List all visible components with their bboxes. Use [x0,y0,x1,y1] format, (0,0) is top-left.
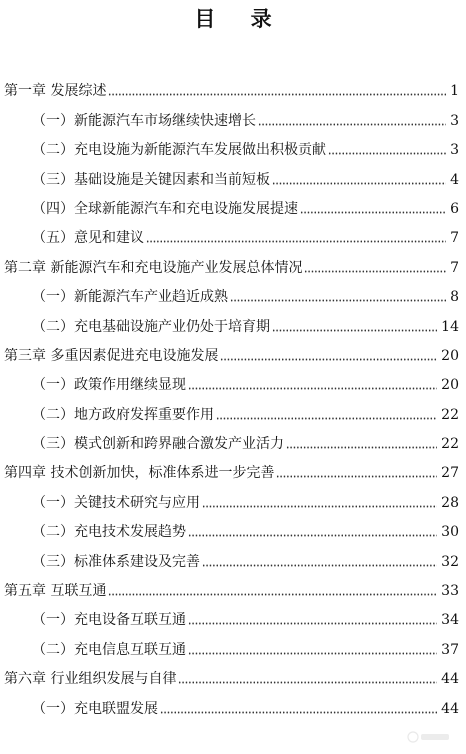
dot-leader [328,152,446,155]
dot-leader [108,93,446,96]
toc-label: （一）政策作用继续显现 [32,377,186,394]
toc-label: （一）新能源汽车产业趋近成熟 [32,289,228,306]
toc-page-number: 27 [441,465,459,482]
toc-page-number: 3 [450,112,459,129]
toc-page-number: 37 [441,641,459,658]
toc-section-1-1[interactable] [0,102,466,131]
toc-page-number: 22 [441,406,459,423]
dot-leader [188,652,437,655]
dot-leader [272,182,446,185]
toc-page-number: 20 [441,347,459,364]
dot-leader [276,475,437,478]
table-of-contents [0,73,466,720]
toc-section-3-1[interactable] [0,367,466,396]
toc-label: （一）充电设备互联互通 [32,612,186,629]
toc-label: （三）模式创新和跨界融合激发产业活力 [32,436,284,453]
dot-leader [300,211,446,214]
toc-label: （五）意见和建议 [32,230,144,247]
dot-leader [220,358,437,361]
toc-page-number: 22 [441,436,459,453]
toc-section-4-3[interactable] [0,543,466,572]
toc-chapter-5[interactable] [0,573,466,602]
toc-page-number: 30 [441,524,459,541]
dot-leader [108,593,437,596]
toc-page-number: 7 [450,259,459,276]
toc-label: 第一章 发展综述 [4,83,107,100]
toc-label: （三）标准体系建设及完善 [32,553,200,570]
toc-section-1-3[interactable] [0,161,466,190]
toc-label: 第六章 行业组织发展与自律 [4,671,177,688]
toc-label: （一）关键技术研究与应用 [32,494,200,511]
toc-label: （二）地方政府发挥重要作用 [32,406,214,423]
toc-page-number: 20 [441,377,459,394]
dot-leader [230,299,446,302]
toc-chapter-2[interactable] [0,249,466,278]
toc-section-3-3[interactable] [0,426,466,455]
toc-page-number: 3 [450,142,459,159]
watermark-icon [406,728,452,746]
toc-section-4-2[interactable] [0,514,466,543]
toc-label: 第三章 多重因素促进充电设施发展 [4,347,219,364]
toc-section-5-1[interactable] [0,602,466,631]
toc-page-number: 44 [441,671,459,688]
toc-section-5-2[interactable] [0,631,466,660]
toc-label: （一）充电联盟发展 [32,700,158,717]
toc-label: 第四章 技术创新加快，标准体系进一步完善 [4,465,275,482]
toc-section-1-2[interactable] [0,132,466,161]
toc-page-number: 28 [441,494,459,511]
toc-page-number: 14 [441,318,459,335]
toc-page-number: 8 [450,289,459,306]
toc-label: （四）全球新能源汽车和充电设施发展提速 [32,200,298,217]
dot-leader [188,387,437,390]
toc-label: （二）充电基础设施产业仍处于培育期 [32,318,270,335]
toc-section-6-1[interactable] [0,690,466,719]
toc-chapter-4[interactable] [0,455,466,484]
toc-section-4-1[interactable] [0,484,466,513]
toc-label: （二）充电信息互联互通 [32,641,186,658]
toc-section-2-2[interactable] [0,308,466,337]
toc-page-number: 7 [450,230,459,247]
toc-section-1-5[interactable] [0,220,466,249]
toc-label: （二）充电设施为新能源汽车发展做出积极贡献 [32,142,326,159]
toc-chapter-1[interactable] [0,73,466,102]
dot-leader [188,622,437,625]
toc-page-number: 34 [441,612,459,629]
dot-leader [178,681,437,684]
toc-page-number: 44 [441,700,459,717]
toc-page-number: 32 [441,553,459,570]
dot-leader [304,270,446,273]
dot-leader [286,446,437,449]
dot-leader [216,417,437,420]
toc-section-1-4[interactable] [0,191,466,220]
dot-leader [202,564,437,567]
toc-page-number: 4 [450,171,459,188]
toc-page-number: 6 [450,200,459,217]
toc-section-2-1[interactable] [0,279,466,308]
toc-label: （三）基础设施是关键因素和当前短板 [32,171,270,188]
toc-label: （一）新能源汽车市场继续快速增长 [32,112,256,129]
toc-label: 第二章 新能源汽车和充电设施产业发展总体情况 [4,259,303,276]
dot-leader [258,123,446,126]
dot-leader [188,534,437,537]
dot-leader [160,711,437,714]
dot-leader [202,505,437,508]
page-title: 目 录 [194,7,286,31]
dot-leader [146,240,446,243]
toc-label: 第五章 互联互通 [4,583,107,600]
toc-page-number: 33 [441,583,459,600]
toc-chapter-6[interactable] [0,661,466,690]
toc-label: （二）充电技术发展趋势 [32,524,186,541]
toc-chapter-3[interactable] [0,338,466,367]
toc-page-number: 1 [450,83,459,100]
toc-section-3-2[interactable] [0,396,466,425]
dot-leader [272,329,437,332]
